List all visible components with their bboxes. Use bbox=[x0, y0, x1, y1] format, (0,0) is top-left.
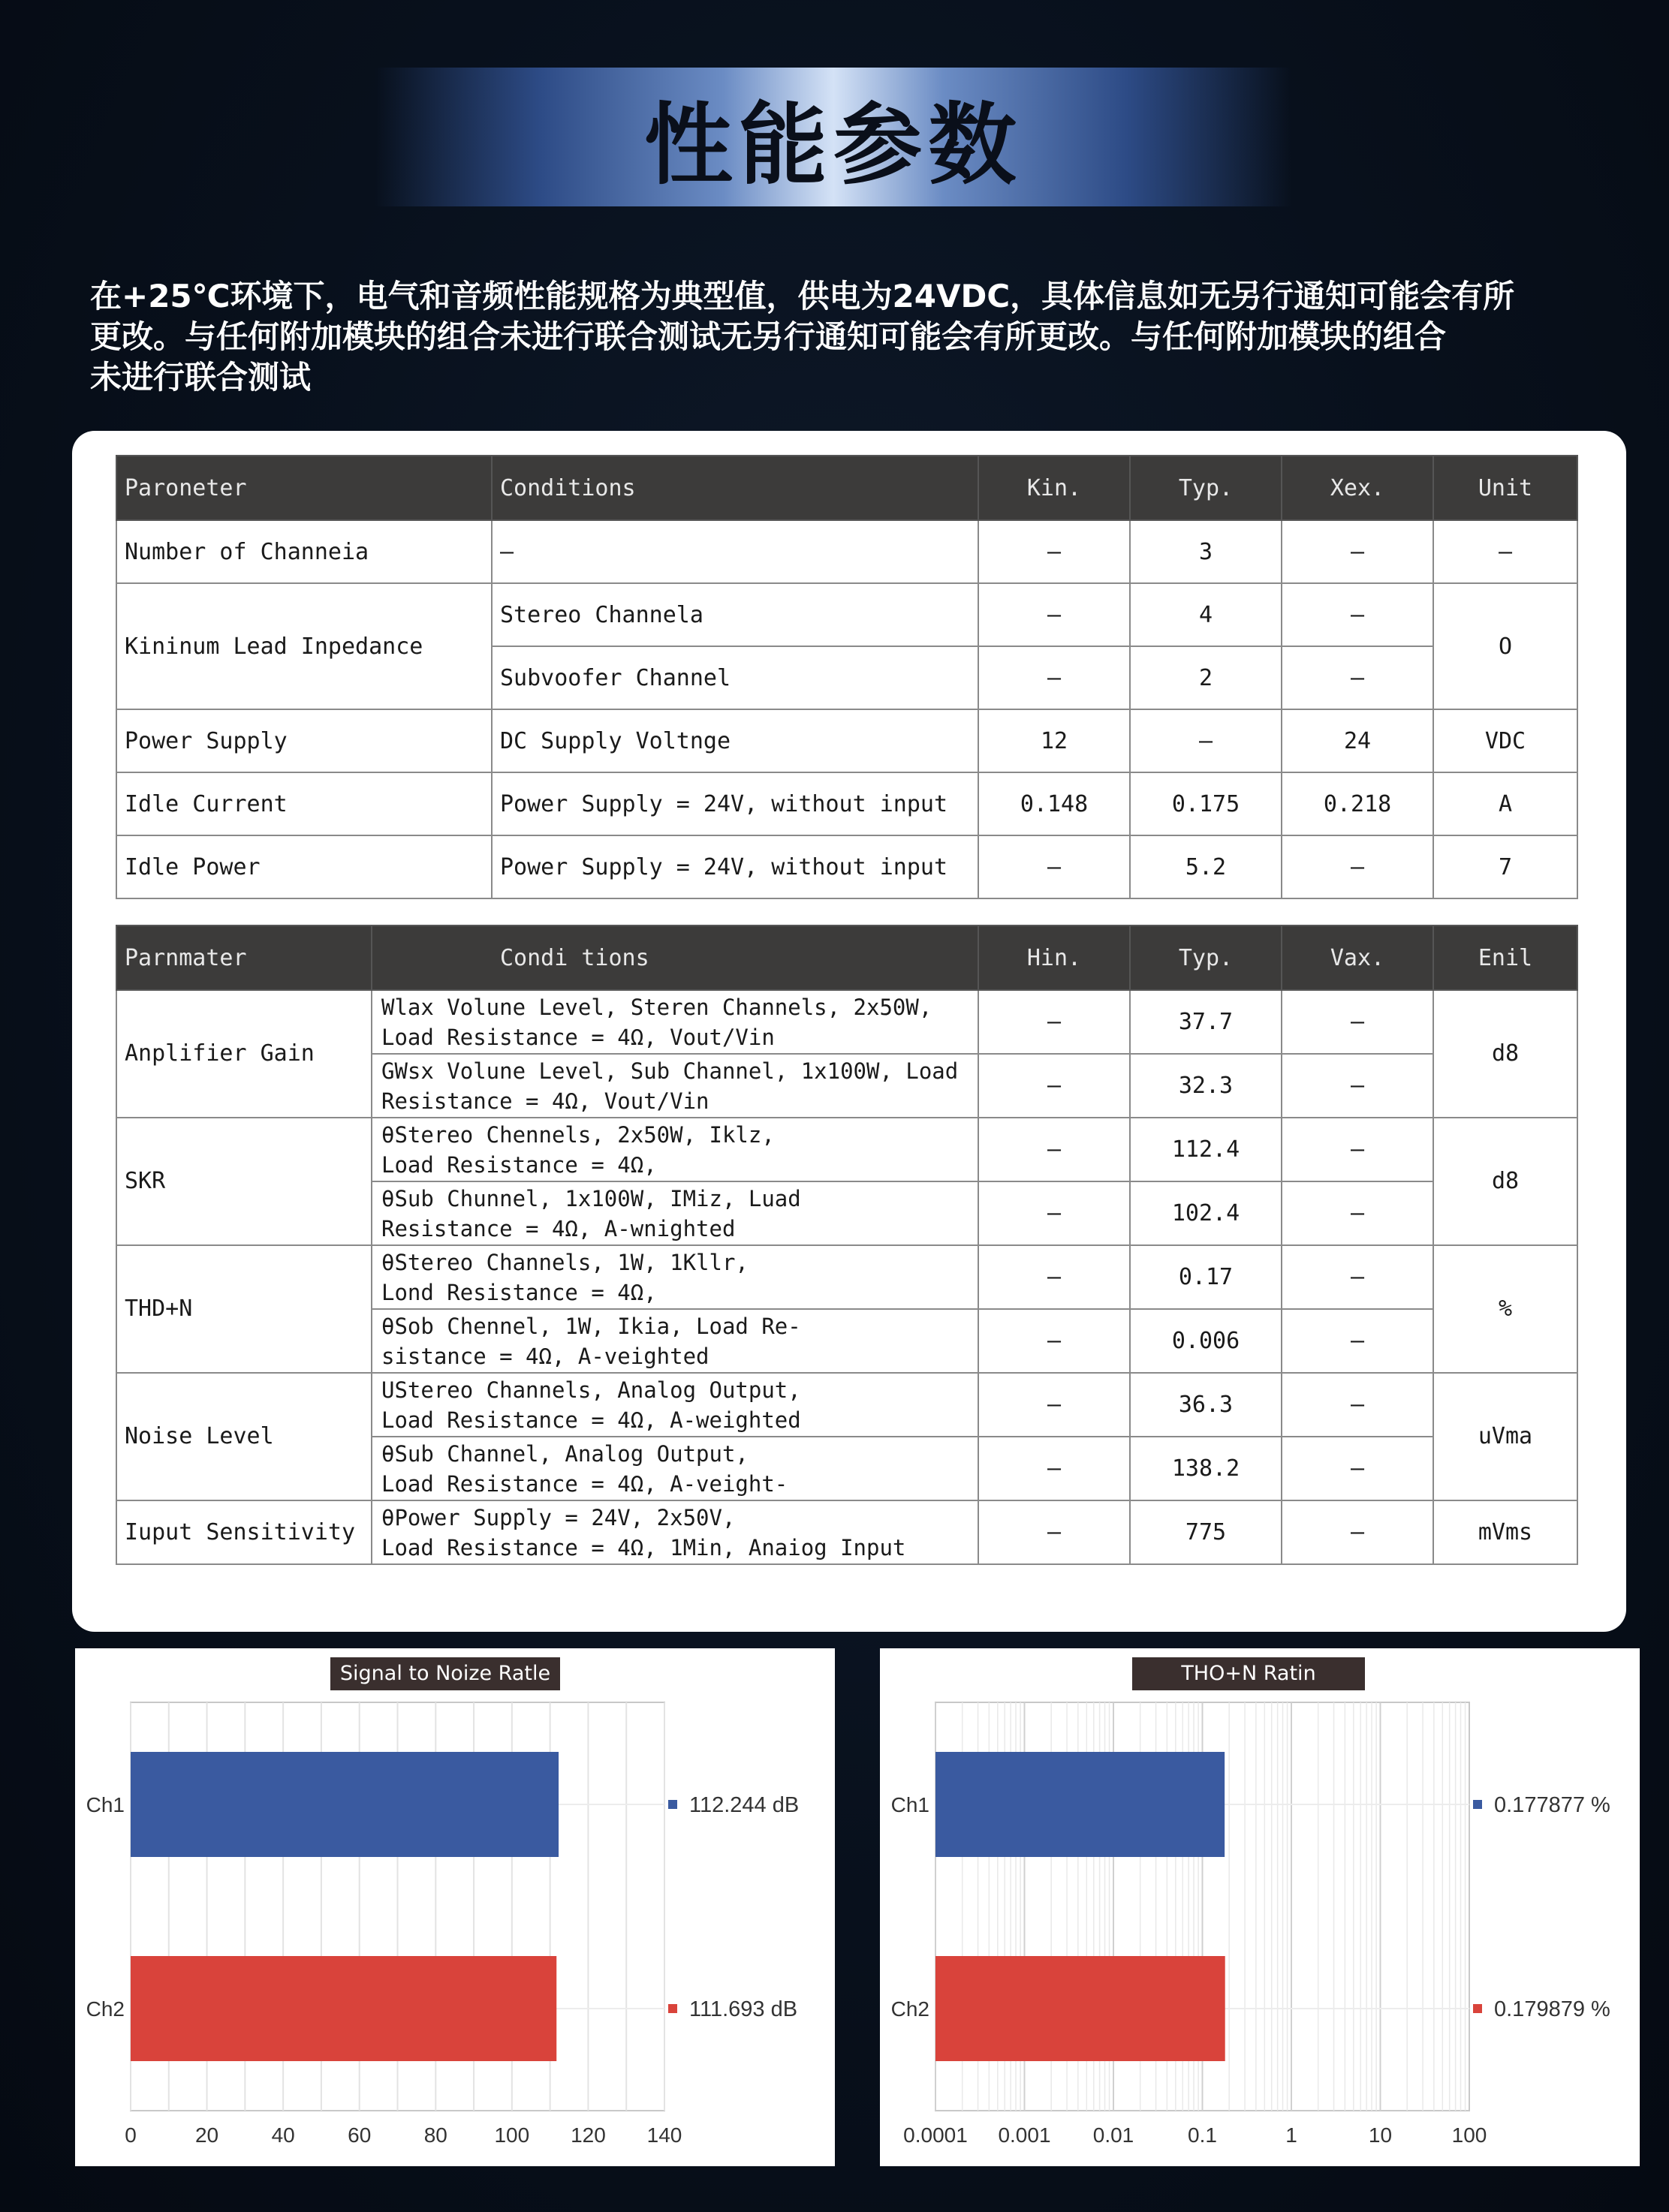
typ-cell: 36.3 bbox=[1130, 1373, 1282, 1437]
table-row bbox=[116, 1500, 1577, 1564]
page-title: 性能参数 bbox=[643, 92, 1023, 197]
legend-marker bbox=[668, 2004, 677, 2013]
typ-cell: 102.4 bbox=[1130, 1181, 1282, 1245]
typ-cell: 0.175 bbox=[1130, 772, 1282, 835]
param-cell: Number of Channeia bbox=[116, 520, 492, 583]
data-label: 112.244 dB bbox=[689, 1793, 800, 1817]
max-cell: – bbox=[1282, 646, 1433, 709]
thdn-chart bbox=[880, 1648, 1640, 2166]
max-cell: – bbox=[1282, 1309, 1433, 1373]
cond-cell bbox=[372, 1309, 978, 1373]
header-min: Hin. bbox=[978, 925, 1130, 990]
unit-cell: VDC bbox=[1433, 709, 1577, 772]
cond-cell: Power Supply = 24V, without input bbox=[492, 772, 978, 835]
x-tick-label: 1 bbox=[1285, 2123, 1297, 2147]
cond-line: Load Resistance = 4Ω, bbox=[381, 1151, 657, 1178]
max-cell: – bbox=[1282, 1437, 1433, 1500]
title-banner bbox=[375, 68, 1291, 206]
x-tick-label: 20 bbox=[194, 2123, 219, 2147]
typ-cell: 4 bbox=[1130, 583, 1282, 646]
header-conditions: Conditions bbox=[492, 456, 978, 520]
unit-cell: – bbox=[1433, 520, 1577, 583]
max-cell: 0.218 bbox=[1282, 772, 1433, 835]
max-cell: – bbox=[1282, 1500, 1433, 1564]
min-cell: – bbox=[978, 583, 1130, 646]
typ-cell: – bbox=[1130, 709, 1282, 772]
table-row bbox=[116, 709, 1577, 772]
table-header-row bbox=[116, 925, 1577, 990]
table-row bbox=[116, 1118, 1577, 1181]
max-cell: – bbox=[1282, 1181, 1433, 1245]
min-cell: – bbox=[978, 646, 1130, 709]
cond-line: θStereo Channels, 1W, 1Kllr, bbox=[381, 1249, 749, 1275]
cond-cell: Power Supply = 24V, without input bbox=[492, 835, 978, 898]
min-cell: – bbox=[978, 1054, 1130, 1118]
min-cell: – bbox=[978, 990, 1130, 1054]
table-row bbox=[116, 583, 1577, 646]
min-cell: – bbox=[978, 1118, 1130, 1181]
category-label: Ch1 bbox=[86, 1793, 125, 1816]
x-tick-label: 10 bbox=[1368, 2123, 1393, 2147]
unit-cell: % bbox=[1433, 1245, 1577, 1373]
header-min: Kin. bbox=[978, 456, 1130, 520]
legend-marker bbox=[1473, 2004, 1482, 2013]
intro-line: 在+25℃环境下，电气和音频性能规格为典型值，供电为24VDC，具体信息如无另行通知可能会有所 bbox=[90, 278, 1515, 314]
category-label: Ch1 bbox=[890, 1793, 929, 1816]
cond-line: Resistance = 4Ω, A-wnighted bbox=[381, 1215, 736, 1241]
spec-card bbox=[72, 431, 1626, 1632]
x-tick-label: 80 bbox=[423, 2123, 447, 2147]
min-cell: – bbox=[978, 520, 1130, 583]
param-cell: Anplifier Gain bbox=[116, 990, 372, 1118]
min-cell: – bbox=[978, 1181, 1130, 1245]
min-cell: – bbox=[978, 1500, 1130, 1564]
typ-cell: 32.3 bbox=[1130, 1054, 1282, 1118]
category-label: Ch2 bbox=[890, 1997, 929, 2021]
cond-line: Lond Resistance = 4Ω, bbox=[381, 1279, 657, 1305]
min-cell: 12 bbox=[978, 709, 1130, 772]
cond-cell bbox=[372, 1437, 978, 1500]
min-cell: – bbox=[978, 835, 1130, 898]
param-cell: Power Supply bbox=[116, 709, 492, 772]
cond-line: Wlax Volune Level, Steren Channels, 2x50W, bbox=[381, 994, 932, 1020]
cond-line: Load Resistance = 4Ω, Vout/Vin bbox=[381, 1024, 775, 1050]
intro-line: 未进行联合测试 bbox=[90, 359, 312, 396]
header-unit: Enil bbox=[1433, 925, 1577, 990]
param-cell: Iuput Sensitivity bbox=[116, 1500, 372, 1564]
max-cell: – bbox=[1282, 1373, 1433, 1437]
unit-cell: O bbox=[1433, 583, 1577, 709]
snr-chart bbox=[75, 1648, 835, 2166]
cond-cell: – bbox=[492, 520, 978, 583]
bar bbox=[131, 1752, 559, 1857]
typ-cell: 5.2 bbox=[1130, 835, 1282, 898]
cond-line: Load Resistance = 4Ω, A-weighted bbox=[381, 1407, 801, 1433]
cond-cell bbox=[372, 990, 978, 1054]
cond-cell bbox=[372, 1181, 978, 1245]
table-row bbox=[116, 1245, 1577, 1309]
cond-line: θSub Chunnel, 1x100W, IMiz, Luad bbox=[381, 1185, 801, 1211]
cond-cell bbox=[372, 1245, 978, 1309]
typ-cell: 0.17 bbox=[1130, 1245, 1282, 1309]
data-label: 0.179879 % bbox=[1494, 1997, 1610, 2021]
cond-cell: Subvoofer Channel bbox=[492, 646, 978, 709]
x-tick-label: 0 bbox=[125, 2123, 137, 2147]
header-parameter: Parnmater bbox=[116, 925, 372, 990]
cond-line: θStereo Chennels, 2x50W, Iklz, bbox=[381, 1121, 775, 1148]
min-cell: – bbox=[978, 1309, 1130, 1373]
bar bbox=[935, 1956, 1225, 2061]
max-cell: – bbox=[1282, 1118, 1433, 1181]
cond-line: GWsx Volune Level, Sub Channel, 1x100W, Load bbox=[381, 1058, 959, 1084]
x-tick-label: 120 bbox=[571, 2123, 606, 2147]
x-tick-label: 40 bbox=[271, 2123, 295, 2147]
general-spec-table bbox=[116, 455, 1578, 899]
intro-line: 更改。与任何附加模块的组合未进行联合测试无另行通知可能会有所更改。与任何附加模块的组合 bbox=[90, 318, 1447, 355]
typ-cell: 3 bbox=[1130, 520, 1282, 583]
max-cell: – bbox=[1282, 520, 1433, 583]
intro-text bbox=[90, 276, 1562, 398]
x-tick-label: 100 bbox=[494, 2123, 530, 2147]
typ-cell: 775 bbox=[1130, 1500, 1282, 1564]
typ-cell: 37.7 bbox=[1130, 990, 1282, 1054]
data-label: 111.693 dB bbox=[689, 1997, 798, 2021]
bar bbox=[935, 1752, 1225, 1857]
max-cell: – bbox=[1282, 583, 1433, 646]
x-tick-label: 100 bbox=[1451, 2123, 1487, 2147]
param-cell: SKR bbox=[116, 1118, 372, 1245]
unit-cell: uVma bbox=[1433, 1373, 1577, 1500]
unit-cell: mVms bbox=[1433, 1500, 1577, 1564]
cond-line: sistance = 4Ω, A-veighted bbox=[381, 1343, 709, 1369]
cond-cell bbox=[372, 1054, 978, 1118]
typ-cell: 112.4 bbox=[1130, 1118, 1282, 1181]
audio-spec-table bbox=[116, 925, 1578, 1565]
cond-line: θSob Chennel, 1W, Ikia, Load Re- bbox=[381, 1313, 801, 1339]
legend-marker bbox=[668, 1800, 677, 1809]
table-row bbox=[116, 990, 1577, 1054]
x-tick-label: 140 bbox=[646, 2123, 682, 2147]
max-cell: – bbox=[1282, 835, 1433, 898]
param-cell: Idle Power bbox=[116, 835, 492, 898]
header-parameter: Paroneter bbox=[116, 456, 492, 520]
cond-line: Load Resistance = 4Ω, A-veight- bbox=[381, 1470, 788, 1497]
typ-cell: 138.2 bbox=[1130, 1437, 1282, 1500]
table-row bbox=[116, 835, 1577, 898]
data-label: 0.177877 % bbox=[1494, 1793, 1610, 1817]
max-cell: – bbox=[1282, 1245, 1433, 1309]
unit-cell: 7 bbox=[1433, 835, 1577, 898]
chart-title: THO+N Ratin bbox=[1132, 1657, 1365, 1690]
max-cell: – bbox=[1282, 990, 1433, 1054]
min-cell: – bbox=[978, 1373, 1130, 1437]
param-cell: Idle Current bbox=[116, 772, 492, 835]
cond-line: Resistance = 4Ω, Vout/Vin bbox=[381, 1088, 709, 1114]
param-cell: Noise Level bbox=[116, 1373, 372, 1500]
x-tick-label: 0.0001 bbox=[903, 2123, 968, 2147]
cond-line: θSub Channel, Analog Output, bbox=[381, 1440, 749, 1467]
param-cell: THD+N bbox=[116, 1245, 372, 1373]
category-label: Ch2 bbox=[86, 1997, 125, 2021]
bar bbox=[131, 1956, 556, 2061]
cond-line: Load Resistance = 4Ω, 1Min, Anaiog Input bbox=[381, 1534, 906, 1560]
table-row bbox=[116, 772, 1577, 835]
max-cell: 24 bbox=[1282, 709, 1433, 772]
snr-chart-panel bbox=[75, 1648, 835, 2166]
x-tick-label: 0.1 bbox=[1188, 2123, 1217, 2147]
cond-cell: DC Supply Voltnge bbox=[492, 709, 978, 772]
table-row bbox=[116, 1373, 1577, 1437]
cond-cell bbox=[372, 1118, 978, 1181]
header-max: Xex. bbox=[1282, 456, 1433, 520]
cond-cell bbox=[372, 1373, 978, 1437]
legend-marker bbox=[1473, 1800, 1482, 1809]
unit-cell: A bbox=[1433, 772, 1577, 835]
param-cell: Kininum Lead Inpedance bbox=[116, 583, 492, 709]
table-header-row bbox=[116, 456, 1577, 520]
header-typ: Typ. bbox=[1130, 456, 1282, 520]
header-unit: Unit bbox=[1433, 456, 1577, 520]
x-tick-label: 0.01 bbox=[1092, 2123, 1134, 2147]
thdn-chart-panel bbox=[880, 1648, 1640, 2166]
cond-line: UStereo Channels, Analog Output, bbox=[381, 1377, 801, 1403]
cond-cell bbox=[372, 1500, 978, 1564]
unit-cell: d8 bbox=[1433, 1118, 1577, 1245]
header-typ: Typ. bbox=[1130, 925, 1282, 990]
unit-cell: d8 bbox=[1433, 990, 1577, 1118]
header-max: Vax. bbox=[1282, 925, 1433, 990]
x-tick-label: 60 bbox=[348, 2123, 372, 2147]
min-cell: 0.148 bbox=[978, 772, 1130, 835]
typ-cell: 2 bbox=[1130, 646, 1282, 709]
x-tick-label: 0.001 bbox=[998, 2123, 1051, 2147]
chart-title: Signal to Noize Ratle bbox=[330, 1657, 560, 1690]
typ-cell: 0.006 bbox=[1130, 1309, 1282, 1373]
min-cell: – bbox=[978, 1437, 1130, 1500]
min-cell: – bbox=[978, 1245, 1130, 1309]
cond-line: θPower Supply = 24V, 2x50V, bbox=[381, 1504, 736, 1530]
max-cell: – bbox=[1282, 1054, 1433, 1118]
table-row bbox=[116, 520, 1577, 583]
cond-cell: Stereo Channela bbox=[492, 583, 978, 646]
header-conditions: Condi tions bbox=[372, 925, 978, 990]
